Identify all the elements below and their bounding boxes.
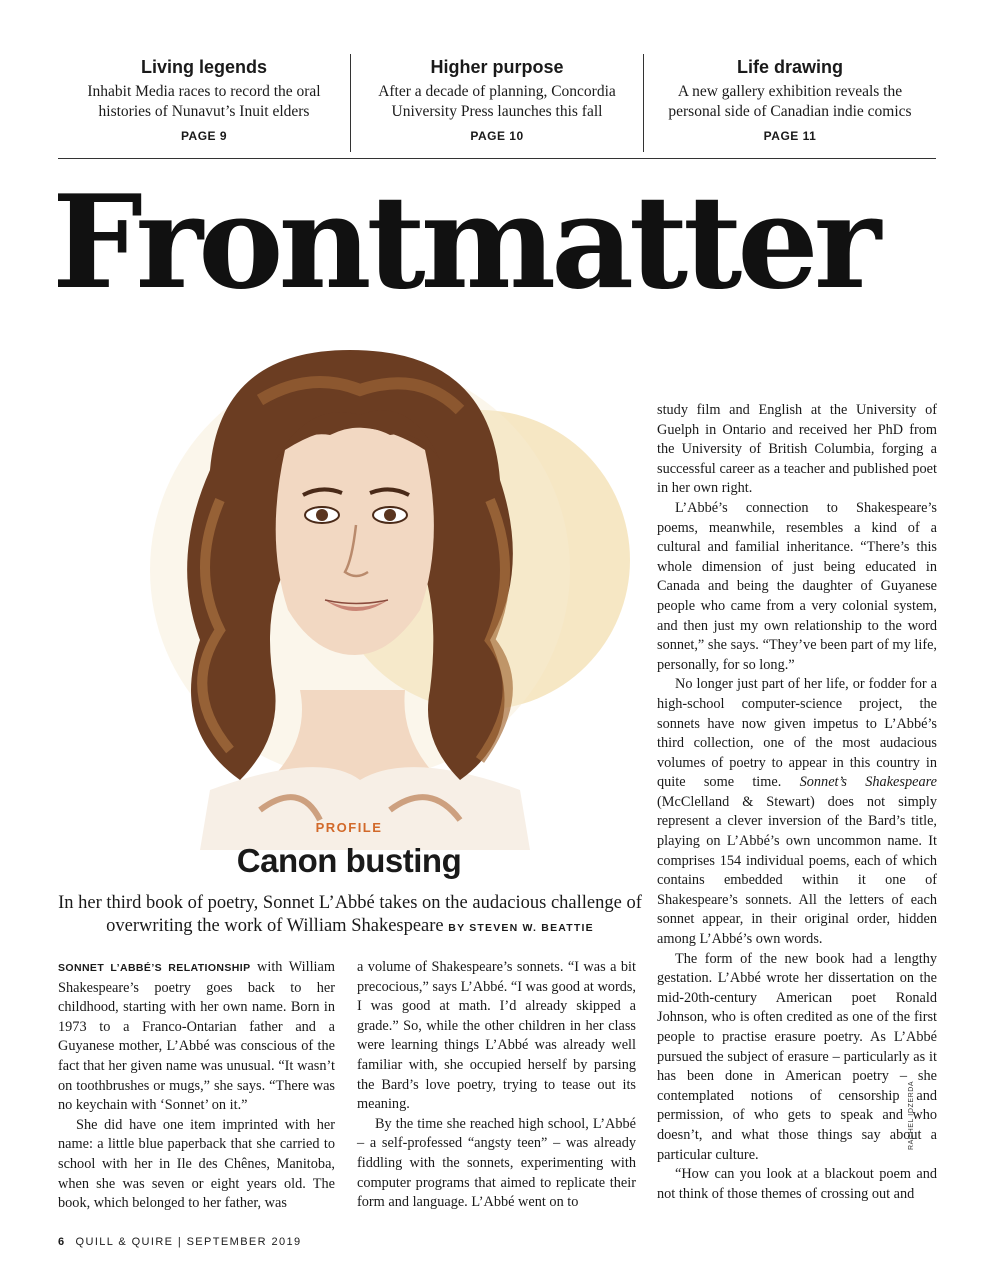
portrait-illustration (60, 310, 638, 850)
article-dek (55, 892, 645, 940)
body-column-2 (357, 958, 636, 1213)
paragraph: L’Abbé’s connection to Shakespeare’s poems, meanwhile, resembles a kind of a cultural and familial inheritance. “There’s this whole dimension of just being educated in Canada and being the daughter of Guyanese people who came from a very colonial system, and then just my own relationship to the word sonnet,” she says. “They’ve been part of my life, personally, for so long.” (657, 499, 937, 673)
section-masthead: Frontmatter (52, 168, 877, 318)
teaser-row (58, 54, 936, 152)
teaser-living-legends[interactable] (58, 54, 350, 152)
illustration-credit: RACHEL IDZERDA (908, 1080, 915, 1150)
paragraph: “How can you look at a blackout poem and not think of those themes of crossing out and (657, 1166, 937, 1202)
paragraph: The form of the new book had a lengthy gestation. L’Abbé wrote her dissertation on the mid-20th-century American poet Ronald Johnson, who is often credited as one of the first people to practise erasure poetry. As L’Abbé pursued the subject of erasure – particularly as it has been done in American poetry – she contemplated notions of censorship and permission, of who gets to speak and who doesn’t, and what those things say about a particular culture. (657, 950, 937, 1163)
byline: BY STEVEN W. BEATTIE (448, 922, 594, 934)
divider (58, 158, 936, 159)
body-column-3 (657, 401, 937, 1204)
teaser-title: Higher purpose (430, 57, 564, 77)
paragraph (58, 958, 335, 1116)
teaser-higher-purpose[interactable] (350, 54, 643, 152)
teaser-title: Life drawing (736, 57, 843, 77)
paragraph (657, 675, 937, 949)
teaser-page: PAGE 10 (470, 129, 524, 143)
paragraph: By the time she reached high school, L’Abbé – a self-professed “angsty teen” – was already fiddling with the sonnets, experimenting with computer programs that aimed to replicate their form and language. L’Abbé went on to (357, 1115, 636, 1211)
article-headline: Canon busting (236, 842, 462, 879)
teaser-page: PAGE 9 (180, 129, 228, 143)
page-number: 6 (58, 1236, 66, 1248)
teaser-page: PAGE 11 (763, 129, 817, 143)
paragraph: study film and English at the University of Guelph in Ontario and received her PhD from the University of British Columbia, forging a successful career as a teacher and published poet in her own right. (657, 402, 937, 497)
teaser-description: A new gallery exhibition reveals the personal side of Canadian indie comics (668, 83, 912, 120)
paragraph: a volume of Shakespeare’s sonnets. “I was a bit precocious,” says L’Abbé. “I was good at words, I was good at math. I’d already skipped a grade.” So, while the other children in her class were learning things L’Abbé was already well familiar with, she occupied herself by parsing the Bard’s love poetry, trying to tease out its meaning. (357, 959, 636, 1113)
page-footer (58, 1236, 302, 1248)
teaser-description: Inhabit Media races to record the oral histories of Nunavut’s Inuit elders (87, 83, 321, 120)
body-column-1 (58, 958, 335, 1214)
publication-info: QUILL & QUIRE | SEPTEMBER 2019 (75, 1236, 302, 1248)
teaser-title: Living legends (140, 57, 268, 77)
paragraph-text: with William Shakespeare’s poetry goes back to her childhood, starting with her own name. Born in 1973 to a Franco-Ontarian father and a Guyanese mother, L’Abbé was conscious of the fact that her given name was unusual. “It wasn’t on toothbrushes or mugs,” she says. “There was no keychain with ‘Sonnet’ on it.” (58, 959, 335, 1114)
paragraph-text: (McClelland & Stewart) does not simply represent a clever inversion of the Bard’s title, playing on L’Abbé’s own uncommon name. It comprises 154 individual poems, each of which contains embedded within it one of Shakespeare’s sonnets. All the letters of each sonnet appear, in their original order, hidden among L’Abbé’s own words. (657, 793, 937, 948)
paragraph-text: No longer just part of her life, or fodder for a high-school computer-science project, the sonnets have now given impetus to L’Abbé’s third collection, one of the most audacious volumes of poetry to appear in this country in quite some time. (657, 676, 937, 791)
lead-in: SONNET L’ABBÉ’S RELATIONSHIP (58, 962, 251, 974)
dek-text: In her third book of poetry, Sonnet L’Abbé takes on the audacious challenge of overwriting the work of William Shakespeare (58, 893, 642, 936)
section-kicker: PROFILE (315, 820, 383, 835)
paragraph: She did have one item imprinted with her name: a little blue paperback that she carried to school with her in Ile des Chênes, Manitoba, when she was seven or eight years old. The book, which belonged to her father, was (58, 1116, 335, 1212)
teaser-description: After a decade of planning, Concordia University Press launches this fall (378, 83, 616, 120)
teaser-life-drawing[interactable] (643, 54, 936, 152)
book-title: Sonnet’s Shakespeare (799, 774, 937, 791)
